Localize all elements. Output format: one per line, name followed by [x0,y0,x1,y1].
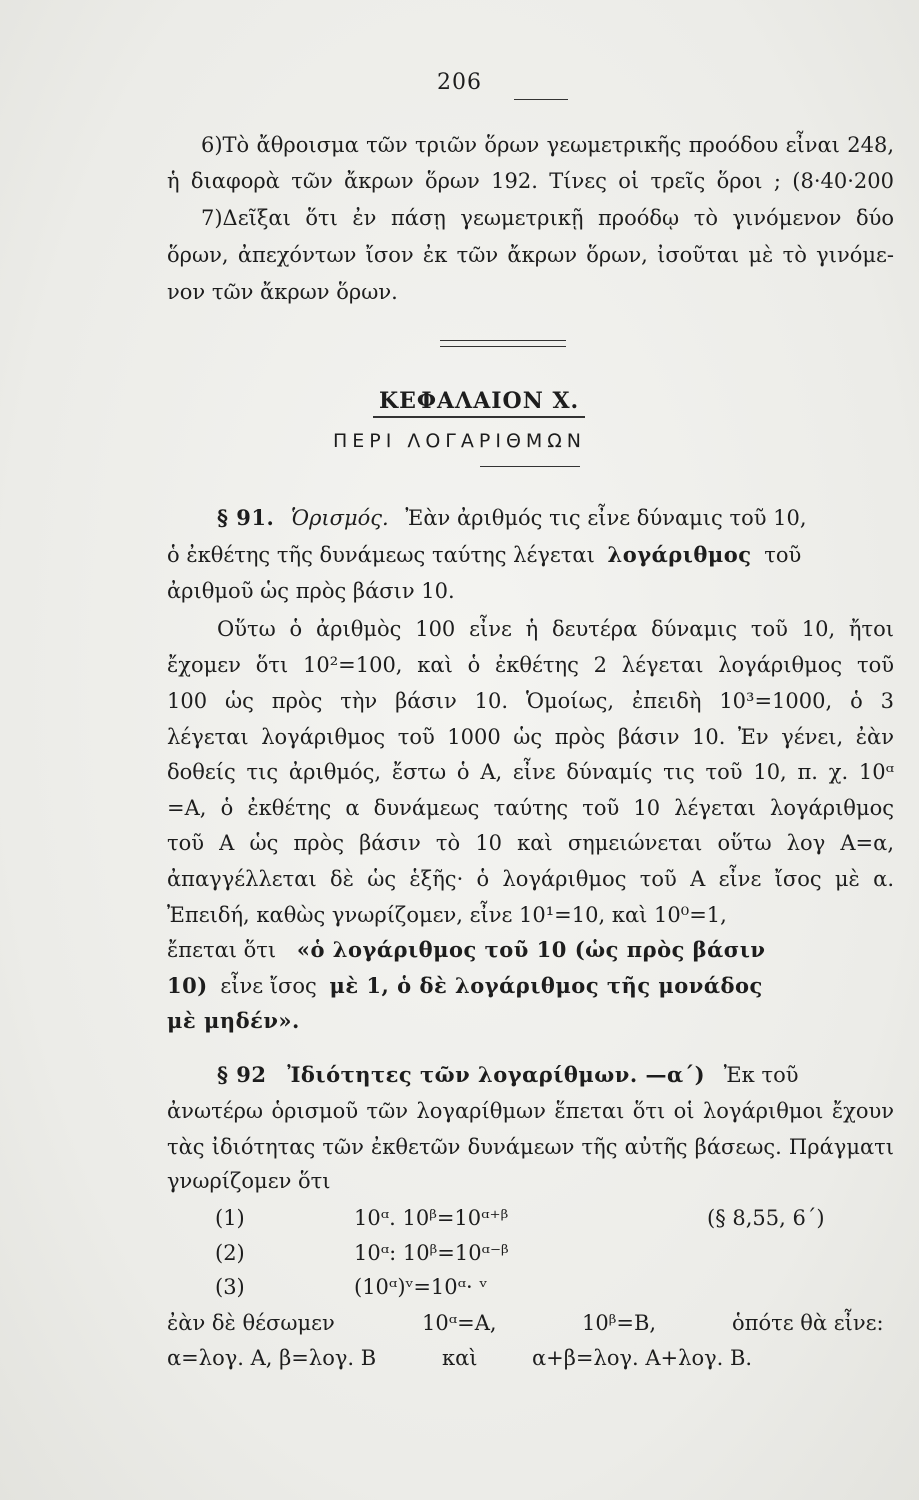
rule-statement: μὲ μηδέν». [167,1008,300,1033]
paragraph-line: =Α, ὁ ἐκθέτης α δυνάμεως ταύτης τοῦ 10 λέγεται λογάριθμος [167,796,894,820]
page-number: 206 [437,70,482,95]
paragraph-text: ὁ ἐκθέτης τῆς δυνάμεως ταύτης λέγεται [167,543,595,567]
rule-statement: μὲ 1, ὁ δὲ λογάριθμος τῆς μονάδος [329,973,763,998]
paragraph-line: γνωρίζομεν ὅτι [167,1169,331,1193]
exercise-line: 7)Δεῖξαι ὅτι ἐν πάσῃ γεωμετρικῇ προόδῳ τὸ γινόμενον δύο [201,206,894,230]
paragraph-line: ἀπαγγέλλεται δὲ ὡς ἑξῆς· ὁ λογάριθμος τοῦ Α εἶνε ἴσος μὲ α. [167,867,894,891]
formula-expression: 10ᵅ: 10ᵝ=10ᵅ⁻ᵝ [354,1241,509,1265]
paragraph-text: ὁπότε θὰ εἶνε: [732,1311,884,1335]
section-91-number: § 91. [217,505,275,530]
section-divider [440,340,566,347]
paragraph-text: Ἐὰν ἀριθμός τις εἶνε δύναμις τοῦ 10, [405,506,807,530]
rule-statement: 10) [167,973,208,998]
formula-expression: 10ᵅ=Α, [422,1311,497,1335]
section-91-heading: Ὁρισμός. [291,506,389,530]
paragraph-text: ἐὰν δὲ θέσωμεν [167,1311,335,1335]
paragraph-line: λέγεται λογάριθμος τοῦ 1000 ὡς πρὸς βάσιν 10. Ἐν γένει, ἐὰν [167,725,894,749]
exercise-line: ἡ διαφορὰ τῶν ἄκρων ὅρων 192. Τίνες οἱ τρεῖς ὅροι ; (8·40·200 [167,169,894,193]
paragraph-line: δοθείς τις ἀριθμός, ἔστω ὁ Α, εἶνε δύναμίς τις τοῦ 10, π. χ. 10ᵅ [167,760,894,784]
chapter-title: ΚΕΦΑΛΑΙΟΝ Χ. [373,386,585,418]
page-number-rule [514,99,568,100]
paragraph-line [167,971,894,1001]
chapter-subtitle: ΠΕΡΙ ΛΟΓΑΡΙΘΜΩΝ [332,430,587,452]
term-logarithm: λογάριθμος [607,542,752,567]
exercise-line: 6)Τὸ ἄθροισμα τῶν τριῶν ὅρων γεωμετρικῆς προόδου εἶναι 248, [201,133,894,157]
paragraph-line: τὰς ἰδιότητας τῶν ἐκθετῶν δυνάμεων τῆς αὐτῆς βάσεως. Πράγματι [167,1135,894,1159]
formula-expression: 10ᵝ=Β, [582,1311,657,1335]
paragraph-line: ἀριθμοῦ ὡς πρὸς βάσιν 10. [167,579,455,603]
paragraph-text: Ἐκ τοῦ [723,1063,799,1087]
formula-reference: (§ 8,55, 6΄) [707,1206,825,1230]
paragraph-line: Ἐπειδή, καθὼς γνωρίζομεν, εἶνε 10¹=10, καὶ 10⁰=1, [167,903,727,927]
paragraph-line [167,935,894,965]
section-92-first-line [217,1060,894,1090]
formula-label: (1) [215,1206,245,1230]
section-91-first-line [217,503,894,533]
formula-expression: (10ᵅ)ᵛ=10ᵅ· ᵛ [354,1275,488,1299]
paragraph-line: 100 ὡς πρὸς τὴν βάσιν 10. Ὁμοίως, ἐπειδὴ 10³=1000, ὁ 3 [167,689,894,713]
rule-statement: «ὁ λογάριθμος τοῦ 10 (ὡς πρὸς βάσιν [296,937,766,962]
exercise-line: νον τῶν ἄκρων ὅρων. [167,280,398,304]
paragraph-line: Οὕτω ὁ ἀριθμὸς 100 εἶνε ἡ δευτέρα δύναμις τοῦ 10, ἤτοι [217,617,894,641]
paragraph-line: τοῦ Α ὡς πρὸς βάσιν τὸ 10 καὶ σημειώνεται οὕτω λογ Α=α, [167,831,894,855]
formula-expression: 10ᵅ. 10ᵝ=10ᵅ⁺ᵝ [354,1206,509,1230]
exercise-line: ὅρων, ἀπεχόντων ἴσον ἐκ τῶν ἄκρων ὅρων, ἰσοῦται μὲ τὸ γινόμε- [167,243,894,267]
paragraph-text: τοῦ [764,543,802,567]
section-92-heading: Ἰδιότητες τῶν λογαρίθμων. —α΄) [287,1062,706,1087]
formula-label: (3) [215,1275,245,1299]
paragraph-line [167,540,894,570]
formula-label: (2) [215,1241,245,1265]
paragraph-text: εἶνε ἴσος [220,974,317,998]
subtitle-rule [480,466,580,467]
paragraph-text: ἔπεται ὅτι [167,938,277,962]
paragraph-line: ἔχομεν ὅτι 10²=100, καὶ ὁ ἐκθέτης 2 λέγεται λογάριθμος τοῦ [167,653,894,677]
section-92-number: § 92 [217,1062,267,1087]
paragraph-text: καὶ [442,1346,478,1370]
formula-expression: α+β=λογ. Α+λογ. Β. [532,1346,753,1370]
paragraph-line: ἀνωτέρω ὁρισμοῦ τῶν λογαρίθμων ἕπεται ὅτι οἱ λογάριθμοι ἔχουν [167,1099,894,1123]
formula-expression: α=λογ. Α, β=λογ. Β [167,1346,377,1370]
